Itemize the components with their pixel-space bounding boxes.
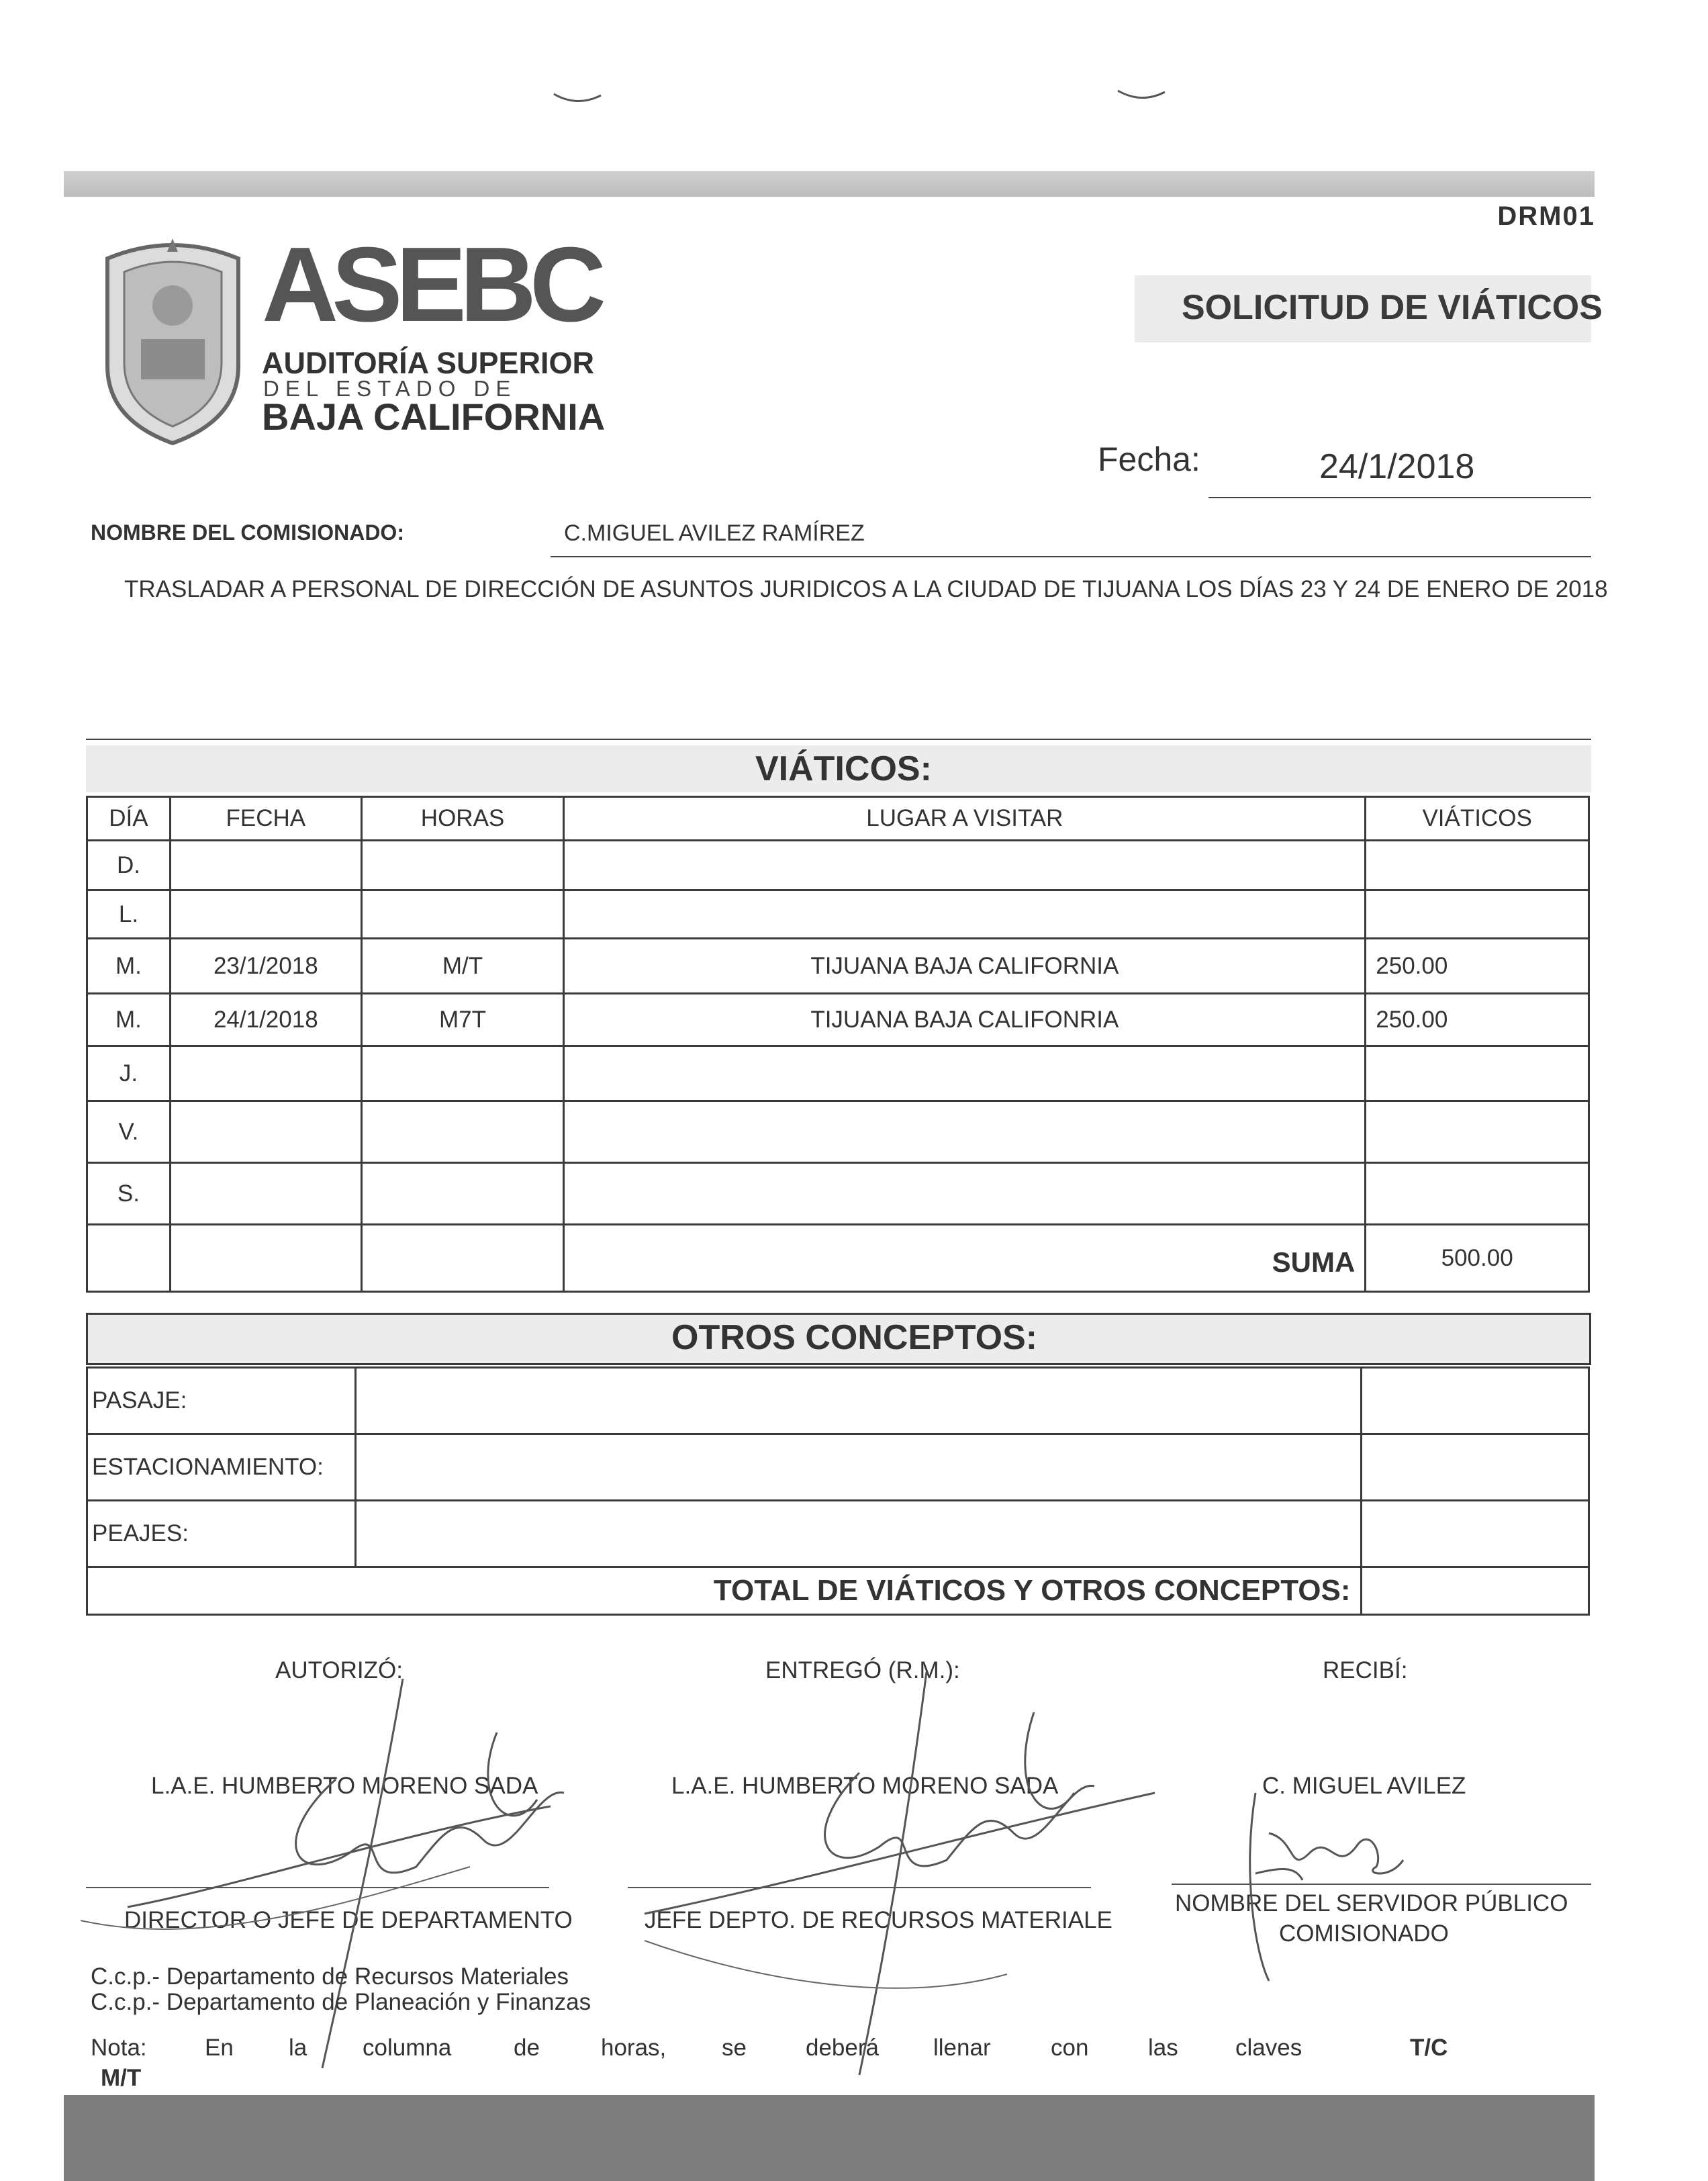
place-cell: [564, 1163, 1366, 1225]
table-header-row: [87, 797, 1589, 841]
pasaje-detail: [355, 1368, 1361, 1434]
comisionado-underline: [551, 556, 1591, 557]
fecha-underline: [1208, 497, 1591, 498]
ccp-line-1: C.c.p.- Departamento de Recursos Materiales: [91, 1963, 569, 1990]
hours-cell: [361, 841, 564, 890]
day-cell: D.: [87, 841, 171, 890]
logo-acronym: ASEBC: [262, 226, 600, 344]
nota-word: Nota:: [91, 2035, 147, 2061]
viaticos-table: [86, 796, 1590, 1293]
amount-cell: [1366, 1101, 1589, 1163]
table-row: [87, 939, 1589, 994]
recibi-role-line2: COMISIONADO: [1279, 1920, 1449, 1947]
logo-line3: BAJA CALIFORNIA: [262, 396, 606, 438]
date-cell: [170, 1163, 361, 1225]
amount-cell: [1366, 1163, 1589, 1225]
recibi-label: RECIBÍ:: [1323, 1657, 1408, 1683]
date-cell: 24/1/2018: [170, 994, 361, 1046]
table-row: [87, 1046, 1589, 1101]
logo-line2: DEL ESTADO DE: [263, 376, 517, 401]
amount-cell: 250.00: [1366, 939, 1589, 994]
hours-cell: [361, 890, 564, 939]
entrego-role: JEFE DEPTO. DE RECURSOS MATERIALE: [645, 1907, 1112, 1933]
viaticos-top-rule: [86, 739, 1591, 740]
date-cell: 23/1/2018: [170, 939, 361, 994]
nota-word: la: [289, 2035, 307, 2061]
otros-table: [86, 1366, 1590, 1616]
amount-cell: [1366, 841, 1589, 890]
entrego-label: ENTREGÓ (R.M.):: [765, 1657, 960, 1683]
peajes-amount: [1361, 1501, 1589, 1567]
table-row: [87, 1163, 1589, 1225]
page-title: SOLICITUD DE VIÁTICOS: [1182, 288, 1603, 327]
punch-mark-left: [551, 87, 604, 107]
nota-word: llenar: [933, 2035, 991, 2061]
bottom-band: [64, 2095, 1595, 2181]
suma-label: SUMA: [564, 1225, 1366, 1292]
table-row: [87, 1368, 1589, 1434]
nota-word: con: [1051, 2035, 1089, 2061]
otros-heading: OTROS CONCEPTOS:: [671, 1318, 1038, 1357]
entrego-name: L.A.E. HUMBERTO MORENO SADA: [671, 1773, 1059, 1799]
hours-cell: [361, 1101, 564, 1163]
comisionado-label: NOMBRE DEL COMISIONADO:: [91, 520, 404, 545]
nota-word: se: [722, 2035, 747, 2061]
place-cell: [564, 1101, 1366, 1163]
estacionamiento-amount: [1361, 1434, 1589, 1501]
entrego-signature: [604, 1659, 1208, 2088]
date-cell: [170, 1046, 361, 1101]
table-row: [87, 890, 1589, 939]
place-cell: [564, 841, 1366, 890]
column-header: VIÁTICOS: [1366, 797, 1589, 841]
comisionado-name: C.MIGUEL AVILEZ RAMÍREZ: [564, 520, 865, 546]
ccp-line-2: C.c.p.- Departamento de Planeación y Finanzas: [91, 1989, 591, 2015]
hours-cell: M7T: [361, 994, 564, 1046]
day-cell: L.: [87, 890, 171, 939]
amount-cell: [1366, 890, 1589, 939]
nota-key-tc: T/C: [1410, 2035, 1448, 2061]
estacionamiento-detail: [355, 1434, 1361, 1501]
column-header: LUGAR A VISITAR: [564, 797, 1366, 841]
top-band: [64, 171, 1595, 197]
peajes-detail: [355, 1501, 1361, 1567]
nota-word: deberá: [806, 2035, 879, 2061]
nota-word: columna: [363, 2035, 452, 2061]
day-cell: S.: [87, 1163, 171, 1225]
hours-cell: M/T: [361, 939, 564, 994]
nota-key-mt: M/T: [101, 2065, 142, 2091]
nota-word: las: [1148, 2035, 1178, 2061]
state-seal-logo: [94, 232, 252, 447]
date-cell: [170, 841, 361, 890]
peajes-label: PEAJES:: [87, 1501, 356, 1567]
estacionamiento-label: ESTACIONAMIENTO:: [87, 1434, 356, 1501]
fecha-value: 24/1/2018: [1319, 447, 1475, 486]
total-row: [87, 1567, 1589, 1615]
date-cell: [170, 1101, 361, 1163]
autorizo-label: AUTORIZÓ:: [275, 1657, 403, 1683]
nota-word: de: [514, 2035, 540, 2061]
sum-row: [87, 1225, 1589, 1292]
nota-word: En: [205, 2035, 234, 2061]
recibi-signature: [1229, 1779, 1430, 1994]
table-row: [87, 1101, 1589, 1163]
table-row: [87, 1501, 1589, 1567]
viaticos-heading: VIÁTICOS:: [755, 749, 932, 788]
suma-value: 500.00: [1366, 1225, 1589, 1292]
autorizo-signature: [67, 1665, 604, 2082]
punch-mark-right: [1114, 84, 1168, 104]
column-header: DÍA: [87, 797, 171, 841]
hours-cell: [361, 1046, 564, 1101]
place-cell: [564, 1046, 1366, 1101]
autorizo-name: L.A.E. HUMBERTO MORENO SADA: [151, 1773, 538, 1799]
fecha-label: Fecha:: [1098, 440, 1200, 478]
day-cell: M.: [87, 939, 171, 994]
place-cell: TIJUANA BAJA CALIFORNIA: [564, 939, 1366, 994]
commission-purpose: TRASLADAR A PERSONAL DE DIRECCIÓN DE ASUNTOS JURIDICOS A LA CIUDAD DE TIJUANA LOS DÍAS 23 Y 24 DE ENERO DE 2018: [124, 576, 1608, 602]
logo-line1: AUDITORÍA SUPERIOR: [262, 346, 595, 380]
form-code: DRM01: [1497, 201, 1595, 231]
day-cell: J.: [87, 1046, 171, 1101]
amount-cell: [1366, 1046, 1589, 1101]
amount-cell: 250.00: [1366, 994, 1589, 1046]
day-cell: V.: [87, 1101, 171, 1163]
table-row: [87, 994, 1589, 1046]
total-value: [1361, 1567, 1589, 1615]
autorizo-role: DIRECTOR O JEFE DE DEPARTAMENTO: [124, 1907, 573, 1933]
recibi-name: C. MIGUEL AVILEZ: [1262, 1773, 1466, 1799]
hours-cell: [361, 1163, 564, 1225]
day-cell: M.: [87, 994, 171, 1046]
place-cell: TIJUANA BAJA CALIFONRIA: [564, 994, 1366, 1046]
nota-word: horas,: [601, 2035, 667, 2061]
nota-word: claves: [1235, 2035, 1302, 2061]
total-label: TOTAL DE VIÁTICOS Y OTROS CONCEPTOS:: [87, 1567, 1362, 1615]
pasaje-amount: [1361, 1368, 1589, 1434]
place-cell: [564, 890, 1366, 939]
recibi-role-line1: NOMBRE DEL SERVIDOR PÚBLICO: [1175, 1890, 1568, 1916]
table-row: [87, 1434, 1589, 1501]
table-row: [87, 841, 1589, 890]
column-header: HORAS: [361, 797, 564, 841]
pasaje-label: PASAJE:: [87, 1368, 356, 1434]
date-cell: [170, 890, 361, 939]
column-header: FECHA: [170, 797, 361, 841]
